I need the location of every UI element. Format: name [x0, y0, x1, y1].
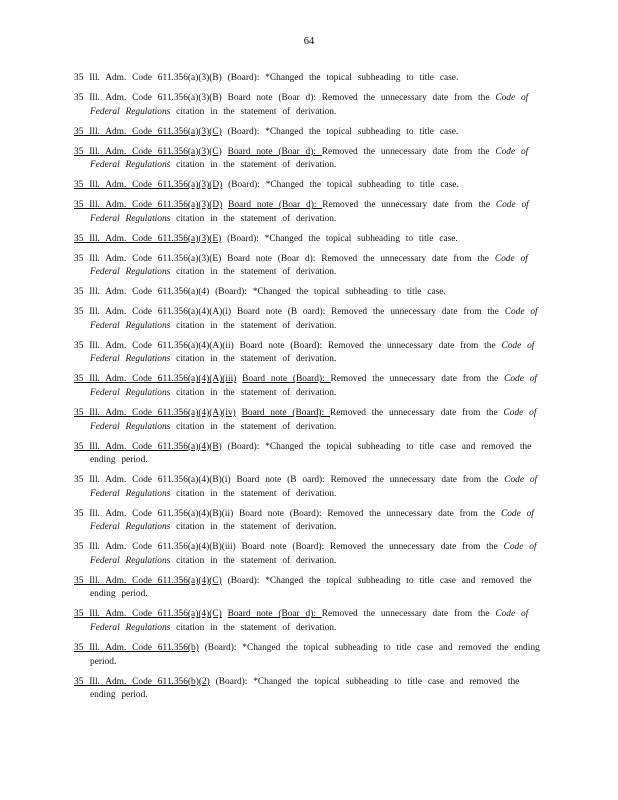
entry-text: Removed the unnecessary date from the: [321, 253, 489, 264]
board-note-label: Board note (B oard):: [236, 475, 331, 486]
board-note-label: Board note (Boar d):: [227, 253, 322, 264]
entry-text: Removed the unnecessary date from the: [322, 200, 491, 211]
list-item: [74, 233, 542, 247]
citation: 35 Ill. Adm. Code 611.356(a)(3)(B): [74, 92, 222, 103]
board-note-label: Board note (Boar d):: [227, 146, 322, 157]
citation: 35 Ill. Adm. Code 611.356(a)(3)(C): [74, 146, 222, 157]
entry-text: Removed the unnecessary date from the: [330, 542, 498, 553]
list-item: [74, 676, 542, 703]
entry-text-tail: citation in the statement of derivation.: [170, 421, 337, 432]
board-label: (Board):: [227, 73, 266, 83]
board-note-label: Board note (Board):: [239, 340, 328, 351]
list-item: [74, 642, 542, 669]
citation: 35 Ill. Adm. Code 611.356(a)(3)(E): [74, 253, 222, 264]
citation: 35 Ill. Adm. Code 611.356(a)(3)(D): [74, 180, 223, 191]
list-item: [74, 373, 542, 400]
cfr-reference: Code of Federal Regulations: [90, 340, 535, 365]
citation: 35 Ill. Adm. Code 611.356(a)(3)(C): [74, 126, 222, 137]
list-item: [74, 146, 542, 173]
cfr-reference: Code of Federal Regulations: [90, 146, 529, 171]
entry-text: *Changed the topical subheading to title case and removed the ending period.: [90, 575, 532, 600]
entry-text-tail: citation in the statement of derivation.: [170, 623, 337, 634]
board-label: (Board):: [227, 126, 266, 137]
entry-text-tail: citation in the statement of derivation.: [170, 213, 337, 224]
entry-text: *Changed the topical subheading to title case.: [264, 233, 458, 244]
entry-text: Removed the unnecessary date from the: [329, 407, 498, 418]
board-label: (Board):: [227, 575, 266, 586]
entry-text: Removed the unnecessary date from the: [327, 508, 496, 519]
list-item: [74, 92, 542, 119]
list-item: [74, 306, 542, 333]
list-item: [74, 407, 542, 434]
entry-list: [74, 72, 542, 709]
citation: 35 Ill. Adm. Code 611.356(a)(4): [74, 287, 210, 298]
list-item: [74, 541, 542, 568]
board-note-label: Board note (Board):: [241, 407, 330, 418]
board-note-label: Board note (B oard):: [236, 307, 332, 318]
citation: 35 Ill. Adm. Code 611.356(a)(3)(E): [74, 233, 222, 244]
entry-text-tail: citation in the statement of derivation.: [170, 555, 337, 566]
cfr-reference: Code of Federal Regulations: [90, 609, 529, 634]
list-item: [74, 179, 542, 193]
entry-text-tail: citation in the statement of derivation.: [170, 320, 337, 331]
entry-text-tail: citation in the statement of derivation.: [170, 267, 337, 278]
cfr-reference: Code of Federal Regulations: [90, 92, 529, 117]
citation: 35 Ill. Adm. Code 611.356(a)(3)(D): [74, 200, 223, 211]
citation: 35 Ill. Adm. Code 611.356(a)(4)(A)(ii): [74, 340, 234, 351]
list-item: [74, 286, 542, 300]
entry-text-tail: citation in the statement of derivation.: [170, 106, 337, 117]
cfr-reference: Code of Federal Regulations: [90, 542, 537, 566]
citation: 35 Ill. Adm. Code 611.356(b)(2): [74, 676, 210, 687]
list-item: [74, 340, 542, 367]
citation: 35 Ill. Adm. Code 611.356(a)(3)(B): [74, 73, 222, 83]
list-item: [74, 508, 542, 535]
entry-text: *Changed the topical subheading to title case and removed the ending period.: [90, 441, 532, 466]
board-label: (Board):: [215, 676, 254, 687]
entry-text: Removed the unnecessary date from the: [330, 374, 499, 385]
cfr-reference: Code of Federal Regulations: [90, 407, 537, 432]
entry-text-tail: citation in the statement of derivation.: [170, 488, 337, 499]
citation: 35 Ill. Adm. Code 611.356(a)(4)(B)(i): [74, 475, 231, 486]
board-label: (Board):: [215, 287, 253, 298]
board-label: (Board):: [204, 643, 243, 654]
entry-text: Removed the unnecessary date from the: [331, 307, 499, 318]
entry-text-tail: citation in the statement of derivation.: [170, 160, 337, 171]
list-item: [74, 474, 542, 501]
list-item: [74, 575, 542, 602]
entry-text: Removed the unnecessary date from the: [321, 92, 490, 103]
citation: 35 Ill. Adm. Code 611.356(a)(4)(B)(ii): [74, 508, 234, 519]
cfr-reference: Code of Federal Regulations: [90, 508, 534, 533]
entry-text: *Changed the topical subheading to title case.: [265, 73, 459, 83]
list-item: [74, 199, 542, 226]
cfr-reference: Code of Federal Regulations: [90, 200, 529, 224]
list-item: [74, 608, 542, 635]
board-label: (Board):: [227, 233, 265, 244]
board-note-label: Board note (Boar d):: [228, 200, 323, 211]
board-note-label: Board note (Board):: [239, 508, 328, 519]
board-note-label: Board note (Boar d):: [227, 92, 322, 103]
entry-text-tail: citation in the statement of derivation.: [170, 387, 337, 398]
citation: 35 Ill. Adm. Code 611.356(b): [74, 643, 199, 654]
board-label: (Board):: [227, 441, 266, 452]
citation: 35 Ill. Adm. Code 611.356(a)(4)(B): [74, 441, 222, 452]
entry-text: Removed the unnecessary date from the: [327, 340, 496, 351]
board-note-label: Board note (Board):: [241, 542, 330, 553]
list-item: [74, 441, 542, 468]
citation: 35 Ill. Adm. Code 611.356(a)(4)(A)(i): [74, 307, 232, 318]
entry-text: *Changed the topical subheading to title case.: [252, 287, 446, 298]
cfr-reference: Code of Federal Regulations: [90, 307, 538, 331]
entry-text: *Changed the topical subheading to title case and removed the ending period.: [90, 676, 520, 701]
entry-text: Removed the unnecessary date from the: [330, 475, 499, 486]
entry-text: *Changed the topical subheading to title case.: [265, 180, 459, 191]
cfr-reference: Code of Federal Regulations: [90, 374, 538, 398]
entry-text: *Changed the topical subheading to title case.: [265, 126, 459, 137]
list-item: [74, 126, 542, 140]
citation: 35 Ill. Adm. Code 611.356(a)(4)(A)(iii): [74, 374, 237, 385]
list-item: [74, 72, 542, 86]
board-note-label: Board note (Boar d):: [227, 609, 322, 620]
list-item: [74, 253, 542, 280]
entry-text-tail: citation in the statement of derivation.: [170, 522, 337, 533]
board-label: (Board):: [228, 180, 266, 191]
entry-text-tail: citation in the statement of derivation.: [170, 354, 337, 365]
entry-text: Removed the unnecessary date from the: [321, 609, 490, 620]
citation: 35 Ill. Adm. Code 611.356(a)(4)(B)(iii): [74, 542, 236, 553]
board-note-label: Board note (Board):: [242, 374, 331, 385]
page-number: 64: [303, 36, 315, 47]
citation: 35 Ill. Adm. Code 611.356(a)(4)(C): [74, 609, 222, 620]
entry-text: *Changed the topical subheading to title case and removed the ending period.: [90, 643, 540, 667]
cfr-reference: Code of Federal Regulations: [90, 475, 538, 499]
citation: 35 Ill. Adm. Code 611.356(a)(4)(C): [74, 575, 222, 586]
entry-text: Removed the unnecessary date from the: [321, 146, 490, 157]
citation: 35 Ill. Adm. Code 611.356(a)(4)(A)(iv): [74, 407, 236, 418]
cfr-reference: Code of Federal Regulations: [90, 253, 528, 278]
